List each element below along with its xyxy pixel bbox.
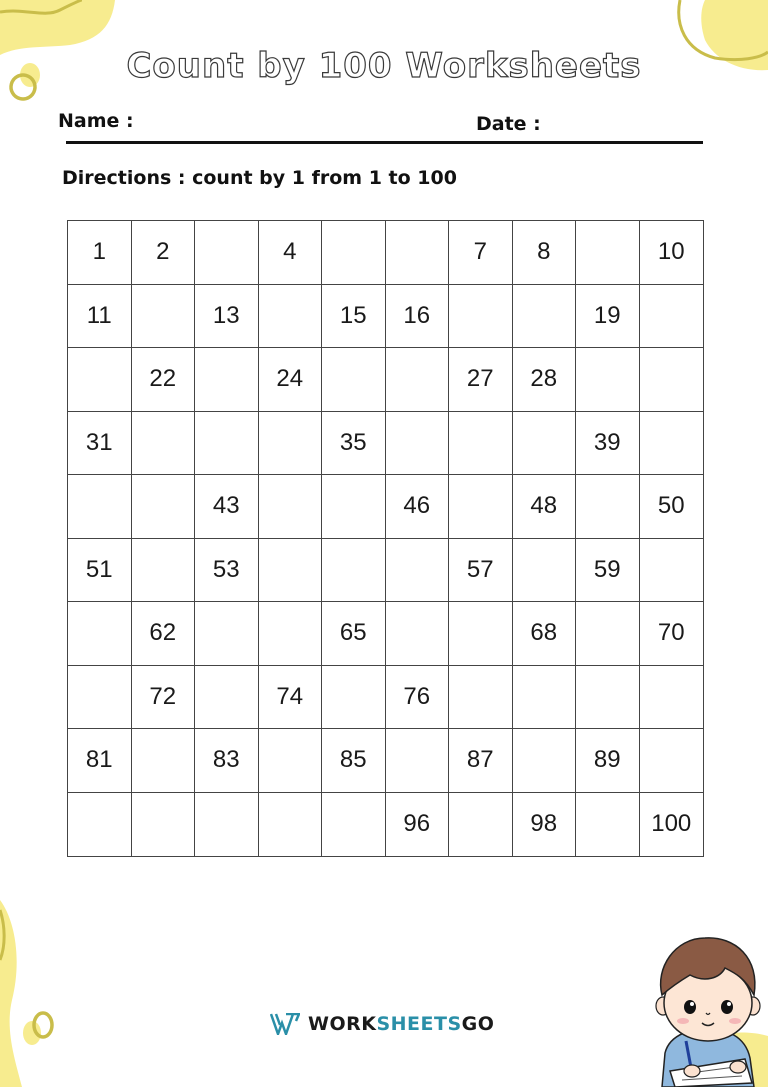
grid-cell-blank[interactable] <box>132 475 196 539</box>
grid-cell-blank[interactable] <box>322 793 386 857</box>
grid-cell-blank[interactable] <box>640 348 704 412</box>
grid-cell-blank[interactable] <box>322 666 386 730</box>
grid-cell-blank[interactable] <box>195 602 259 666</box>
grid-cell-filled: 13 <box>195 285 259 349</box>
grid-cell-blank[interactable] <box>259 475 323 539</box>
grid-cell-blank[interactable] <box>322 539 386 603</box>
grid-cell-blank[interactable] <box>640 666 704 730</box>
grid-cell-filled: 83 <box>195 729 259 793</box>
grid-cell-filled: 96 <box>386 793 450 857</box>
grid-cell-blank[interactable] <box>640 412 704 476</box>
grid-cell-filled: 46 <box>386 475 450 539</box>
grid-cell-filled: 7 <box>449 221 513 285</box>
grid-cell-filled: 98 <box>513 793 577 857</box>
grid-cell-filled: 57 <box>449 539 513 603</box>
grid-cell-filled: 68 <box>513 602 577 666</box>
name-date-line[interactable] <box>66 141 703 144</box>
grid-cell-blank[interactable] <box>195 666 259 730</box>
grid-cell-filled: 8 <box>513 221 577 285</box>
date-label: Date : <box>476 113 541 135</box>
grid-cell-filled: 51 <box>68 539 132 603</box>
grid-cell-blank[interactable] <box>68 602 132 666</box>
grid-cell-blank[interactable] <box>195 412 259 476</box>
grid-cell-blank[interactable] <box>386 539 450 603</box>
grid-cell-blank[interactable] <box>513 285 577 349</box>
grid-cell-blank[interactable] <box>195 221 259 285</box>
grid-cell-filled: 62 <box>132 602 196 666</box>
grid-cell-blank[interactable] <box>322 348 386 412</box>
grid-cell-blank[interactable] <box>576 475 640 539</box>
grid-cell-filled: 4 <box>259 221 323 285</box>
grid-cell-blank[interactable] <box>132 793 196 857</box>
grid-cell-blank[interactable] <box>449 412 513 476</box>
grid-cell-filled: 28 <box>513 348 577 412</box>
hundreds-chart-grid <box>67 220 704 857</box>
grid-cell-blank[interactable] <box>386 221 450 285</box>
worksheet-title: Count by 100 Worksheets <box>126 46 642 86</box>
grid-cell-blank[interactable] <box>449 602 513 666</box>
grid-cell-blank[interactable] <box>259 602 323 666</box>
grid-cell-filled: 81 <box>68 729 132 793</box>
grid-cell-blank[interactable] <box>259 729 323 793</box>
grid-cell-blank[interactable] <box>576 348 640 412</box>
grid-cell-filled: 22 <box>132 348 196 412</box>
grid-cell-blank[interactable] <box>68 475 132 539</box>
grid-cell-blank[interactable] <box>449 475 513 539</box>
grid-cell-blank[interactable] <box>449 285 513 349</box>
grid-cell-blank[interactable] <box>386 602 450 666</box>
grid-cell-blank[interactable] <box>68 348 132 412</box>
name-label: Name : <box>58 110 134 132</box>
grid-cell-blank[interactable] <box>386 348 450 412</box>
grid-cell-filled: 89 <box>576 729 640 793</box>
grid-cell-blank[interactable] <box>259 412 323 476</box>
grid-cell-filled: 50 <box>640 475 704 539</box>
grid-cell-blank[interactable] <box>513 539 577 603</box>
grid-cell-filled: 27 <box>449 348 513 412</box>
grid-cell-blank[interactable] <box>195 793 259 857</box>
grid-cell-blank[interactable] <box>576 221 640 285</box>
grid-cell-filled: 24 <box>259 348 323 412</box>
grid-cell-filled: 19 <box>576 285 640 349</box>
grid-cell-filled: 43 <box>195 475 259 539</box>
grid-cell-filled: 59 <box>576 539 640 603</box>
grid-cell-blank[interactable] <box>68 793 132 857</box>
grid-cell-blank[interactable] <box>322 475 386 539</box>
grid-cell-filled: 31 <box>68 412 132 476</box>
grid-cell-blank[interactable] <box>576 793 640 857</box>
worksheetsgo-w-icon <box>270 1013 300 1035</box>
grid-cell-filled: 100 <box>651 810 692 838</box>
grid-cell-blank[interactable] <box>259 285 323 349</box>
grid-cell-blank[interactable] <box>259 539 323 603</box>
grid-cell-filled: 74 <box>259 666 323 730</box>
grid-cell-blank[interactable] <box>259 793 323 857</box>
grid-cell-blank[interactable] <box>132 729 196 793</box>
grid-cell-blank[interactable] <box>132 285 196 349</box>
brand-go: GO <box>461 1013 495 1035</box>
grid-cell-blank[interactable] <box>195 348 259 412</box>
brand-sheets: SHEETS <box>376 1013 462 1035</box>
grid-cell-filled: 53 <box>195 539 259 603</box>
grid-cell-blank[interactable] <box>576 666 640 730</box>
grid-cell-blank[interactable] <box>640 539 704 603</box>
grid-cell-filled: 65 <box>322 602 386 666</box>
decor-bottom-left-blob <box>0 900 70 1087</box>
grid-cell-blank[interactable] <box>640 285 704 349</box>
grid-cell-blank[interactable] <box>513 412 577 476</box>
grid-cell-filled: 11 <box>68 285 132 349</box>
grid-cell-filled: 39 <box>576 412 640 476</box>
grid-cell-blank[interactable] <box>68 666 132 730</box>
grid-cell-blank[interactable] <box>513 729 577 793</box>
grid-cell-filled: 35 <box>322 412 386 476</box>
grid-cell-blank[interactable] <box>513 666 577 730</box>
worksheetsgo-logo <box>270 1013 494 1035</box>
grid-cell-filled: 10 <box>640 221 704 285</box>
grid-cell-filled: 72 <box>132 666 196 730</box>
grid-cell-filled: 15 <box>322 285 386 349</box>
grid-cell-filled: 85 <box>322 729 386 793</box>
grid-cell-blank[interactable] <box>449 666 513 730</box>
grid-cell-blank[interactable] <box>386 412 450 476</box>
brand-work: WORK <box>308 1013 377 1035</box>
grid-cell-blank[interactable] <box>576 602 640 666</box>
grid-cell-blank[interactable] <box>449 793 513 857</box>
grid-cell-blank[interactable] <box>386 729 450 793</box>
grid-cell-filled: 70 <box>640 602 704 666</box>
boy-writing-icon <box>650 933 765 1087</box>
grid-cell-filled: 2 <box>132 221 196 285</box>
grid-cell-blank[interactable] <box>322 221 386 285</box>
grid-cell-filled: 87 <box>449 729 513 793</box>
grid-cell-filled: 76 <box>386 666 450 730</box>
grid-cell-filled: 16 <box>386 285 450 349</box>
grid-cell-filled: 48 <box>513 475 577 539</box>
grid-cell-blank[interactable] <box>132 412 196 476</box>
grid-cell-blank[interactable] <box>132 539 196 603</box>
grid-cell-blank[interactable] <box>640 729 704 793</box>
directions-text: Directions : count by 1 from 1 to 100 <box>62 167 457 189</box>
grid-cell-filled: 1 <box>68 221 132 285</box>
